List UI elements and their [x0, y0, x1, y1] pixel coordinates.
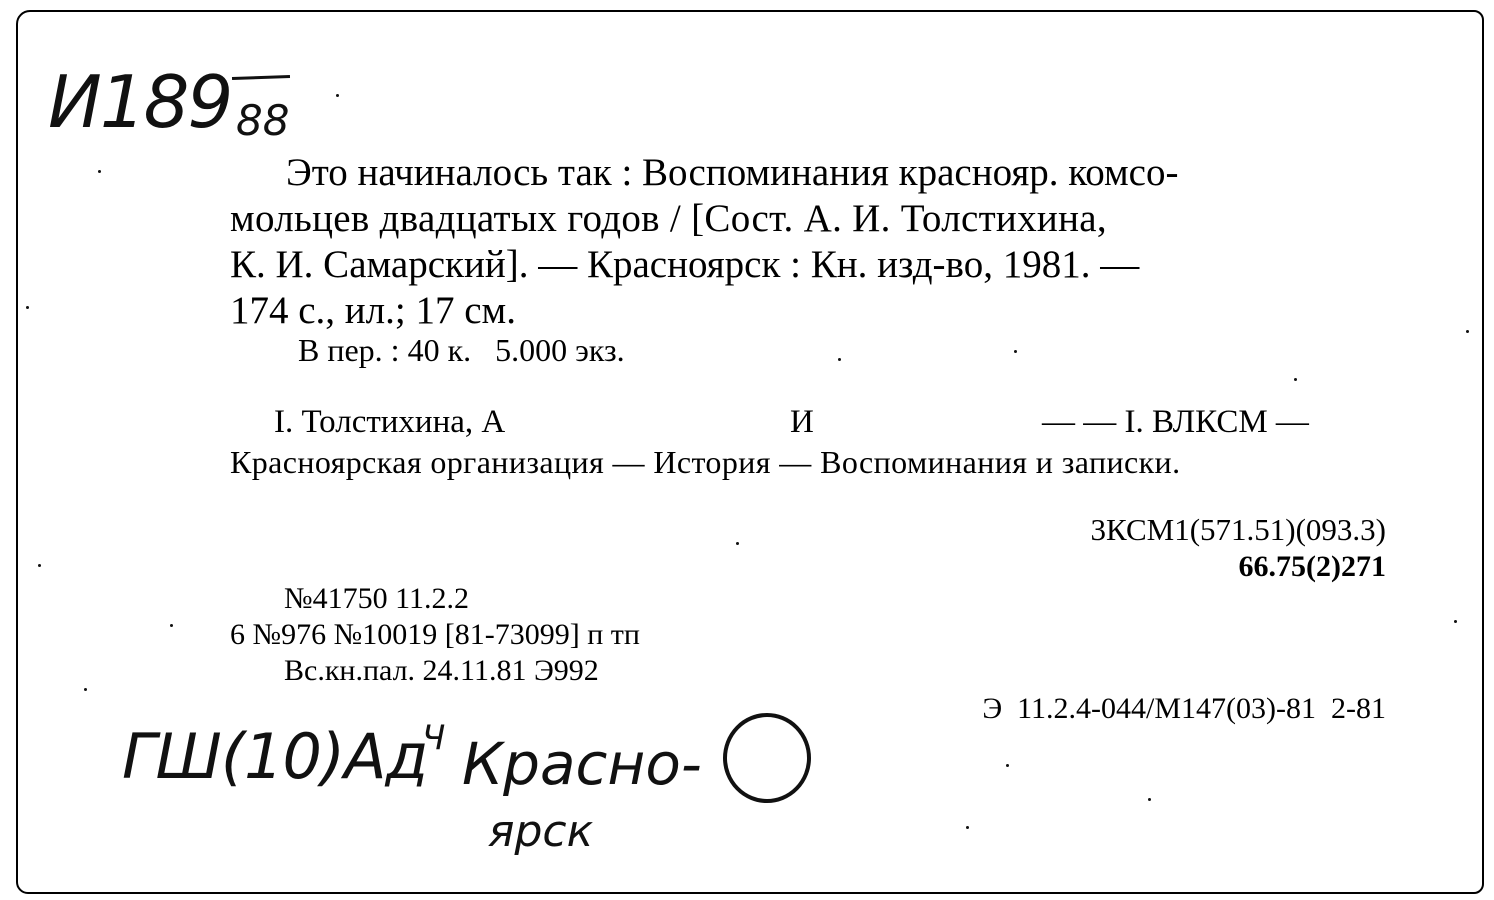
scan-speck	[336, 94, 339, 97]
scan-speck	[84, 688, 87, 691]
description-line-1: Это начиналось так : Воспоминания краснояр. комсо-	[286, 151, 1179, 194]
handwritten-shelf-mark: ГШ(10)Ад	[122, 720, 428, 793]
price-line: В пер. : 40 к. 5.000 экз.	[298, 332, 625, 368]
subject-line-1-left: I. Толстихина, А	[274, 404, 506, 440]
registry-line-2: 6 №976 №10019 [81-73099] п тп	[230, 618, 640, 651]
handwritten-call-number-suffix: 88	[236, 96, 290, 145]
handwritten-shelf-mark-superscript: Ч	[422, 718, 446, 758]
description-line-3: К. И. Самарский]. — Красноярск : Кн. изд-во, 1981. —	[230, 243, 1140, 286]
scan-speck	[1454, 620, 1457, 623]
description-line-4: 174 с., ил.; 17 см.	[230, 289, 516, 332]
scan-speck	[98, 170, 101, 173]
handwritten-place-line-2: ярск	[488, 806, 594, 857]
subject-line-2: Красноярская организация — История — Воспоминания и записки.	[230, 444, 1181, 480]
scan-speck	[1014, 350, 1017, 353]
scan-speck	[1148, 798, 1151, 801]
description-line-2: мольцев двадцатых годов / [Сост. А. И. Толстихина,	[230, 197, 1107, 240]
handwritten-circle-mark	[714, 708, 824, 808]
scan-speck	[38, 564, 41, 567]
catalog-card	[16, 10, 1484, 894]
registry-line-1: №41750 11.2.2	[284, 582, 470, 615]
scan-speck	[26, 306, 29, 309]
scan-speck	[736, 542, 739, 545]
scan-speck	[966, 826, 969, 829]
scan-speck	[1294, 378, 1297, 381]
subject-line-1-mid: И	[790, 404, 814, 440]
registry-line-3: Вс.кн.пал. 24.11.81 Э992	[284, 654, 599, 687]
call-number-overline	[232, 75, 290, 80]
scan-speck	[170, 624, 173, 627]
handwritten-place-line-1: Красно-	[462, 730, 702, 798]
handwritten-call-number: И189	[48, 60, 232, 144]
index-code: Э 11.2.4-044/М147(03)-81 2-81	[982, 692, 1386, 725]
scan-speck	[1466, 330, 1469, 333]
classification-code-2: 66.75(2)271	[1238, 550, 1386, 583]
subject-line-1-right: — — I. ВЛКСМ —	[1042, 404, 1309, 440]
scan-speck	[838, 358, 841, 361]
classification-code-1: 3КСМ1(571.51)(093.3)	[1090, 512, 1386, 547]
scan-speck	[1006, 764, 1009, 767]
